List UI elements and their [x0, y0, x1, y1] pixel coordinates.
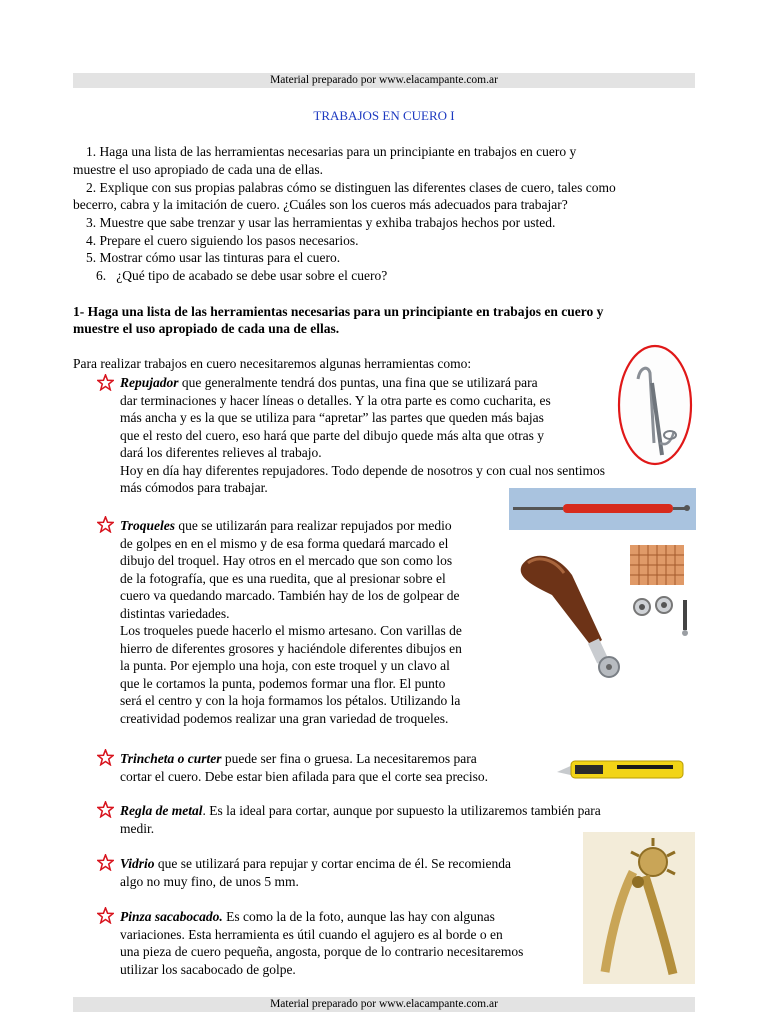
repujador-tool-photo — [509, 488, 696, 530]
header-band: Material preparado por www.elacampante.com.ar — [73, 73, 695, 88]
objective-5: 5. Mostrar cómo usar las tinturas para el cuero. — [86, 250, 341, 265]
tool-pinza-sacabocado: Pinza sacabocado. Es como la de la foto, aunque las hay con algunas variaciones. Esta herramienta es útil cuando el agujero es al borde o en una pieza de cuero pequeña, angosta, porque de lo contrario necesitaremos utilizar los sacabocado de golpe. — [120, 909, 524, 977]
objective-2-cont: becerro, cabra y la imitación de cuero. ¿Cuáles son los cueros más adecuados para trabajar? — [73, 197, 568, 212]
document-title: TRABAJOS EN CUERO I — [313, 108, 455, 123]
cutter-photo — [557, 752, 687, 784]
objective-3: 3. Muestre que sabe trenzar y usar las herramientas y exhiba trabajos hechos por usted. — [86, 215, 556, 230]
tool-name: Vidrio — [120, 856, 155, 871]
tool-trincheta: Trincheta o curter puede ser fina o gruesa. La necesitaremos para cortar el cuero. Debe estar bien afilada para que el corte sea preciso. — [120, 751, 489, 784]
pinza-sacabocado-photo — [583, 832, 695, 984]
tool-vidrio: Vidrio que se utilizará para repujar y cortar encima de él. Se recomienda algo no muy fino, de unos 5 mm. — [120, 856, 511, 889]
star-bullet-icon — [97, 516, 114, 533]
objective-2: 2. Explique con sus propias palabras cómo se distinguen las diferentes clases de cuero, tales como — [86, 180, 616, 195]
objective-1-cont: muestre el uso apropiado de cada una de ellas. — [73, 162, 324, 177]
star-bullet-icon — [97, 854, 114, 871]
tool-troqueles: Troqueles que se utilizarán para realizar repujados por medio de golpes en en el mismo y de esa forma quedará marcado el dibujo del troquel. Hay otros en el mercado que son como los de la fotografía, que es una ruedita, que al presionar sobre el cuero va quedando marcado. También hay de los de golpear de distintas variedades. Los troqueles puede hacerlo el mismo artesano. Con varillas de hierro de diferentes grosores y haciéndole diferentes dibujos en la punta. Por ejemplo una hoja, con este troquel y un clavo al que le cortamos la punta, podemos formar una flor. El punto será el centro y con la hoja formamos los pétalos. Utilizando la creatividad podemos realizar una gran variedad de troqueles. — [120, 518, 462, 726]
objective-1: 1. Haga una lista de las herramientas necesarias para un principiante en trabajos en cuero y — [86, 144, 577, 159]
tool-name: Regla de metal — [120, 803, 203, 818]
objective-4: 4. Prepare el cuero siguiendo los pasos necesarios. — [86, 233, 359, 248]
intro-paragraph: Para realizar trabajos en cuero necesitaremos algunas herramientas como: — [73, 356, 472, 371]
tool-name: Repujador — [120, 375, 179, 390]
objective-6: 6. ¿Qué tipo de acabado se debe usar sobre el cuero? — [96, 268, 388, 283]
footer-band: Material preparado por www.elacampante.com.ar — [73, 997, 695, 1012]
section-heading-line1: 1- Haga una lista de las herramientas necesarias para un principiante en trabajos en cuero y — [73, 304, 604, 319]
troquel-samples-photo — [630, 545, 696, 645]
star-bullet-icon — [97, 801, 114, 818]
star-bullet-icon — [97, 374, 114, 391]
star-bullet-icon — [97, 907, 114, 924]
troquel-photo — [512, 545, 624, 685]
tool-name: Trincheta o curter — [120, 751, 222, 766]
tool-repujador: Repujador que generalmente tendrá dos puntas, una fina que se utilizará para dar terminaciones y hacer líneas o detalles. Y la otra parte es como cucharita, es más ancha y es la que se utiliza para “apretar” las partes que queden más bajas que el resto del cuero, eso hará que parte del dibujo quede más alta que otras y dará los diferentes relieves al trabajo. Hoy en día hay diferentes repujadores. Todo depende de nosotros y con cual nos sentimos más cómodos para trabajar. — [120, 375, 606, 495]
star-bullet-icon — [97, 749, 114, 766]
tool-name: Troqueles — [120, 518, 175, 533]
tool-regla-de-metal: Regla de metal. Es la ideal para cortar, aunque por supuesto la utilizaremos también para medir. — [120, 803, 601, 836]
repujador-photo — [616, 343, 694, 467]
tool-name: Pinza sacabocado. — [120, 909, 223, 924]
section-heading-line2: muestre el uso apropiado de cada una de ellas. — [73, 321, 340, 336]
